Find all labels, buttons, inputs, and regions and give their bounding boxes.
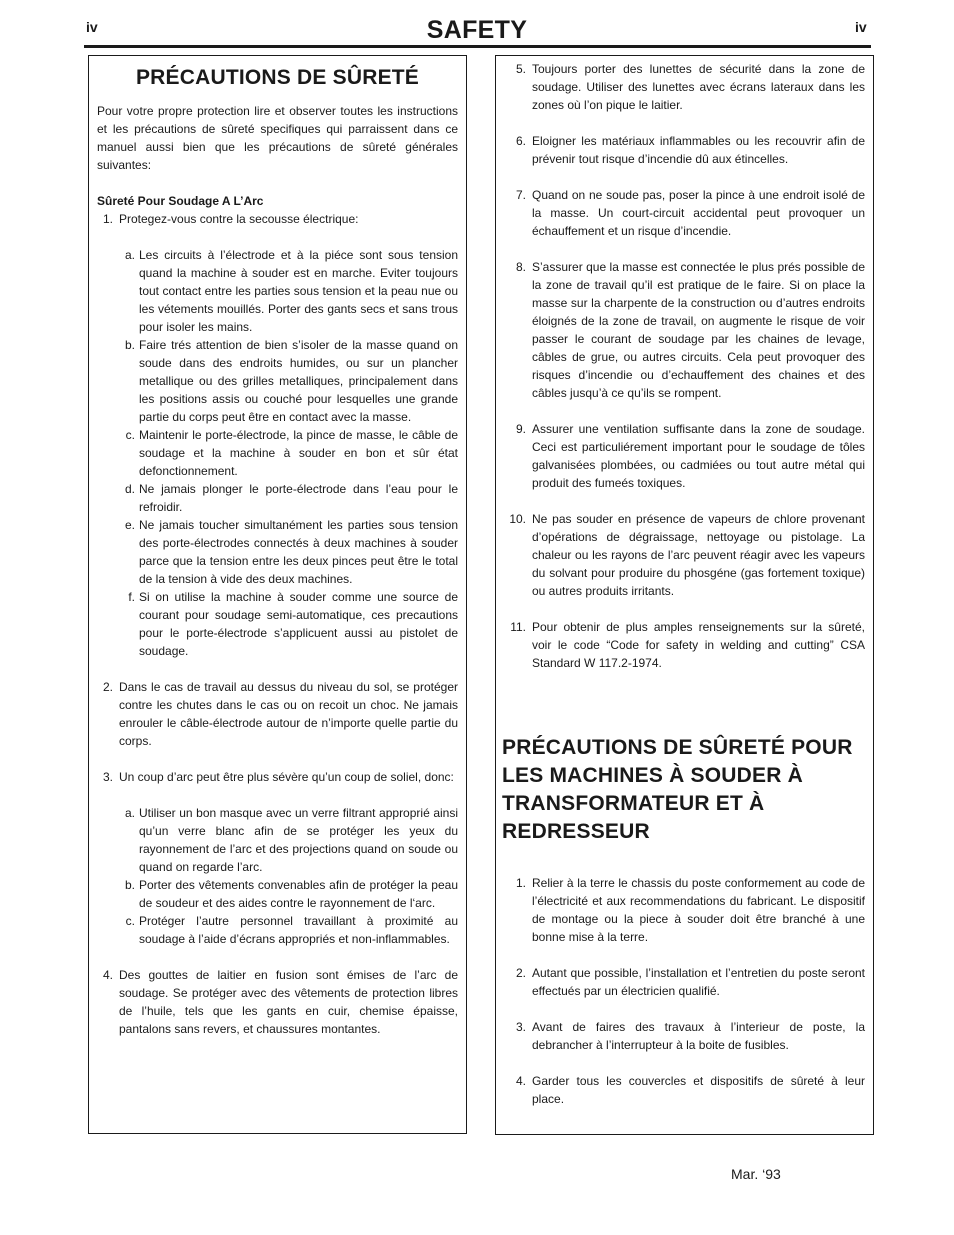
header-rule [84, 45, 871, 48]
item-number: 3. [102, 770, 113, 784]
transformer-section-title: PRÉCAUTIONS DE SÛRETÉ POUR LES MACHINES À SOUDER À TRANSFORMATEUR ET À REDRESSEUR [502, 736, 853, 843]
sub-item [97, 336, 458, 426]
list-item [502, 60, 865, 114]
sub-item-letter: b. [124, 878, 135, 892]
list-item [502, 964, 865, 1000]
item-text: Garder tous les couvercles et dispositifs de sûreté à leur place. [532, 1074, 865, 1106]
list-item [97, 678, 458, 750]
left-section-title: PRÉCAUTIONS DE SÛRETÉ [135, 66, 420, 89]
item-text: Un coup d’arc peut être plus sévère qu’un coup de soliel, donc: [119, 770, 454, 784]
item-number: 8. [515, 260, 526, 274]
left-column-box [88, 55, 467, 1134]
item-text: Toujours porter des lunettes de sécurité dans la zone de soudage. Utiliser des lunettes avec écrans lateraux dans les zones où l’on pique le laitier. [532, 62, 865, 112]
list-item [97, 768, 458, 786]
list-item [502, 1018, 865, 1054]
sub-item-text: Utiliser un bon masque avec un verre filtrant approprié ainsi qu’un verre blanc afin de se protéger les yeux du rayonnement de l’arc et des projections quand on soude ou quand on regarde l’arc. [139, 806, 458, 874]
sub-item-text: Maintenir le porte-électrode, la pince de masse, le câble de soudage et la machine à souder en bon et sûr état defonctionnement. [139, 428, 458, 478]
list-item [97, 210, 458, 228]
list-item [502, 1072, 865, 1108]
item-number: 4. [102, 968, 113, 982]
intro-paragraph: Pour votre propre protection lire et observer toutes les instructions et les précautions de sûreté specifiques qui parraissent dans ce manuel aussi bien que les précautions de sûreté générales suivantes: [97, 104, 458, 172]
right-column-box [495, 55, 874, 1135]
revision-date: Mar. ‘93 [731, 1166, 781, 1182]
sub-item-letter: f. [128, 590, 135, 604]
sub-item [97, 804, 458, 876]
sub-item [97, 588, 458, 660]
item-number: 7. [515, 188, 526, 202]
page-title: SAFETY [426, 16, 528, 44]
item-text: Ne pas souder en présence de vapeurs de chlore provenant d’opérations de dégraissage, nettoyage ou pistolage. La chaleur ou les rayons de l’arc peuvent réagir avec les vapeurs du solvant pour produire du phosgéne (gas fortement toxique) ou autres produits irritants. [532, 512, 865, 598]
sub-item [97, 876, 458, 912]
sub-item-text: Ne jamais plonger le porte-électrode dans l’eau pour le refroidir. [139, 482, 458, 514]
item-number: 5. [515, 62, 526, 76]
list-item [502, 186, 865, 240]
list-item [502, 258, 865, 402]
item-text: S’assurer que la masse est connectée le plus prés possible de la zone de travail qu’il est pratique de le faire. Si on place la masse sur la charpente de la construction ou d’autres endroits éloignés de la zone de travail, on augmente le risque de voir passer le courant de soudage par les chaines de levage, câbles de grue, ou autres circuits. Cela peut provoquer des risques d’incendie ou d’echauffement des chaines et des câbles jusqu’à ce qu’ils se rompent. [532, 260, 865, 400]
sub-item [97, 480, 458, 516]
sub-item [97, 516, 458, 588]
list-item [97, 966, 458, 1038]
item-number: 6. [515, 134, 526, 148]
sub-item-text: Les circuits à l’électrode et à la piéce sont sous tension quand la machine à souder est en marche. Eviter toujours tout contact entre les parties sous tension et la peau nue ou les vétements mouillés. Porter des gants secs et sans trous pour isoler les mains. [139, 248, 458, 334]
page-number-right: iv [855, 19, 867, 35]
sub-item-letter: d. [124, 482, 135, 496]
sub-item-text: Protéger l’autre personnel travaillant à proximité au soudage à l’aide d’écrans appropriés et non-inflammables. [139, 914, 458, 946]
item-number: 1. [515, 876, 526, 890]
item-text: Des gouttes de laitier en fusion sont émises de l’arc de soudage. Se protéger avec des vêtements de protection libres de l’huile, tels que les gants en cuir, chemise épaisse, pantalons sans revers, et chaussures montantes. [119, 968, 458, 1036]
item-number: 2. [102, 680, 113, 694]
list-item [502, 874, 865, 946]
item-text: Pour obtenir de plus amples renseignements sur la sûreté, voir le code “Code for safety in welding and cutting” CSA Standard W 117.2-1974. [532, 620, 865, 670]
page-number-left: iv [86, 19, 98, 35]
item-number: 10. [509, 512, 526, 526]
item-text: Relier à la terre le chassis du poste conformement au code de l’électricité et aux recommendations du fabricant. Le dispositif de montage ou la piece à souder doit être branché à une bonne mise à la terre. [532, 876, 865, 944]
sub-item-letter: b. [124, 338, 135, 352]
item-text: Eloigner les matériaux inflammables ou les recouvrir afin de prévenir tout risque d’incendie dû aux étincelles. [532, 134, 865, 166]
sub-item-letter: c. [125, 914, 135, 928]
sub-item [97, 912, 458, 948]
sub-item-text: Porter des vêtements convenables afin de protéger la peau de soudeur et des aides contre le rayonnement de l‘arc. [139, 878, 458, 910]
sub-item [97, 426, 458, 480]
item-number: 9. [515, 422, 526, 436]
sub-item-letter: c. [125, 428, 135, 442]
item-number: 2. [515, 966, 526, 980]
list-item [502, 618, 865, 672]
list-item [502, 420, 865, 492]
item-number: 3. [515, 1020, 526, 1034]
sub-item-text: Ne jamais toucher simultanément les parties sous tension des porte-électrodes connectés à deux machines à souder parce que la tension entre les deux pinces peut être le total de la tension à vide des deux machines. [139, 518, 458, 586]
item-text: Assurer une ventilation suffisante dans la zone de soudage. Ceci est particuliérement important pour le soudage de tôles galvanisées plombées, ou cadmiées ou tout autre métal qui produit des fumeés toxiques. [532, 422, 865, 490]
sub-item-text: Faire trés attention de bien s’isoler de la masse quand on soude dans des endroits humides, ou sur un plancher metallique ou des grilles metalliques, principalement dans les positions assis ou couché pour lesquelles une grande partie du corps peut être en contact avec la masse. [139, 338, 458, 424]
list-item [502, 510, 865, 600]
item-text: Dans le cas de travail au dessus du niveau du sol, se protéger contre les chutes dans le cas ou on recoit un choc. Ne jamais enrouler le câble-électrode autour de n’importe quelle partie du corps. [119, 680, 458, 748]
list-item [502, 132, 865, 168]
item-text: Autant que possible, l’installation et l’entretien du poste seront effectués par un électricien qualifié. [532, 966, 865, 998]
item-number: 11. [510, 620, 526, 634]
item-number: 1. [102, 212, 113, 226]
item-text: Protegez-vous contre la secousse électrique: [119, 212, 359, 226]
item-text: Quand on ne soude pas, poser la pince à une endroit isolé de la masse. Un court-circuit accidental peut provoquer un échauffement et un risque d’incendie. [532, 188, 865, 238]
sub-item [97, 246, 458, 336]
sub-item-letter: e. [124, 518, 135, 532]
item-number: 4. [515, 1074, 526, 1088]
sub-item-letter: a. [124, 248, 135, 262]
sub-item-letter: a. [124, 806, 135, 820]
item-text: Avant de faires des travaux à l’interieur de poste, la debrancher à l’interrupteur à la boite de fusibles. [532, 1020, 865, 1052]
sub-item-text: Si on utilise la machine à souder comme une source de courant pour soudage semi-automatique, ces precautions pour le porte-électrode s’applicuent aussi au pistolet de soudage. [139, 590, 458, 658]
arc-welding-subheading: Sûreté Pour Soudage A L’Arc [97, 194, 264, 208]
